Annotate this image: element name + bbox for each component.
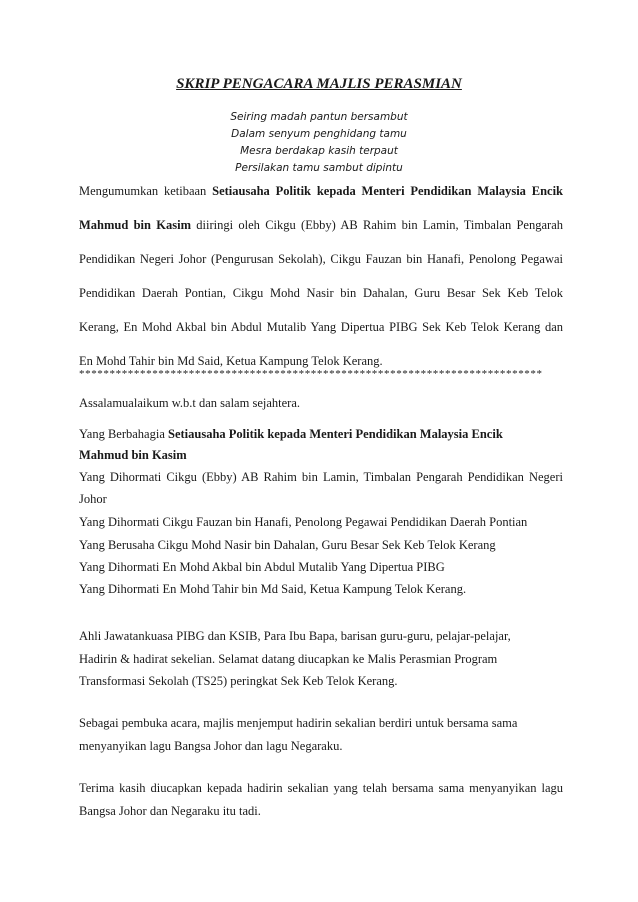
document-title: SKRIP PENGACARA MAJLIS PERASMIAN [176, 76, 462, 92]
honorific-line: Johor [79, 492, 107, 506]
separator-line: **************************************************************************** [79, 368, 543, 380]
welcome-line: Hadirin & hadirat sekelian. Selamat datang diucapkan ke Malis Perasmian Program [79, 652, 498, 666]
honorific-vip: Setiausaha Politik kepada Menteri Pendidikan Malaysia Encik [168, 427, 503, 441]
honorific-line [79, 427, 563, 442]
anthem-invite-line: Sebagai pembuka acara, majlis menjemput hadirin sekalian berdiri untuk bersama sama [79, 716, 518, 730]
announcement-vip: Setiausaha Politik kepada Menteri Pendidikan Malaysia Encik [212, 184, 564, 198]
honorific-line: Yang Dihormati Cikgu Fauzan bin Hanafi, Penolong Pegawai Pendidikan Daerah Pontian [79, 515, 528, 529]
announcement-line: En Mohd Tahir bin Md Said, Ketua Kampung Telok Kerang. [79, 354, 383, 368]
thanks-line: Terima kasih diucapkan kepada hadirin sekalian yang telah bersama sama menyanyikan lagu [79, 781, 563, 795]
thanks-line: Bangsa Johor dan Negaraku itu tadi. [79, 804, 261, 818]
honorific-line [79, 448, 563, 463]
pantun-line: Dalam senyum penghidang tamu [231, 128, 407, 140]
honorific-line: Yang Dihormati En Mohd Akbal bin Abdul Mutalib Yang Dipertua PIBG [79, 560, 445, 574]
announcement-line [79, 184, 563, 199]
announcement-text: Mengumumkan ketibaan [79, 184, 213, 198]
announcement-line [79, 218, 563, 233]
honorific-line: Yang Dihormati En Mohd Tahir bin Md Said, Ketua Kampung Telok Kerang. [79, 582, 467, 596]
announcement-line: Pendidikan Negeri Johor (Pengurusan Sekolah), Cikgu Fauzan bin Hanafi, Penolong Pegawai [79, 252, 563, 266]
honorific-line: Yang Dihormati Cikgu (Ebby) AB Rahim bin Lamin, Timbalan Pengarah Pendidikan Negeri [79, 470, 563, 484]
pantun-line: Persilakan tamu sambut dipintu [235, 162, 403, 174]
announcement-line: Pendidikan Daerah Pontian, Cikgu Mohd Nasir bin Dahalan, Guru Besar Sek Keb Telok [79, 286, 563, 300]
announcement-vip-name: Mahmud bin Kasim [79, 218, 191, 232]
welcome-line: Ahli Jawatankuasa PIBG dan KSIB, Para Ibu Bapa, barisan guru-guru, pelajar-pelajar, [79, 629, 511, 643]
honorific-line: Yang Berusaha Cikgu Mohd Nasir bin Dahalan, Guru Besar Sek Keb Telok Kerang [79, 538, 496, 552]
greeting: Assalamualaikum w.b.t dan salam sejahtera. [79, 396, 300, 410]
honorific-vip-name: Mahmud bin Kasim [79, 448, 187, 462]
anthem-invite-line: menyanyikan lagu Bangsa Johor dan lagu Negaraku. [79, 739, 343, 753]
pantun-line: Seiring madah pantun bersambut [230, 111, 408, 123]
pantun-verse [0, 109, 638, 177]
welcome-line: Transformasi Sekolah (TS25) peringkat Sek Keb Telok Kerang. [79, 674, 398, 688]
announcement-text: diiringi oleh Cikgu (Ebby) AB Rahim bin Lamin, Timbalan Pengarah [191, 218, 563, 232]
honorific-text: Yang Berbahagia [79, 427, 168, 441]
announcement-line: Kerang, En Mohd Akbal bin Abdul Mutalib Yang Dipertua PIBG Sek Keb Telok Kerang dan [79, 320, 563, 334]
pantun-line: Mesra berdakap kasih terpaut [240, 145, 398, 157]
